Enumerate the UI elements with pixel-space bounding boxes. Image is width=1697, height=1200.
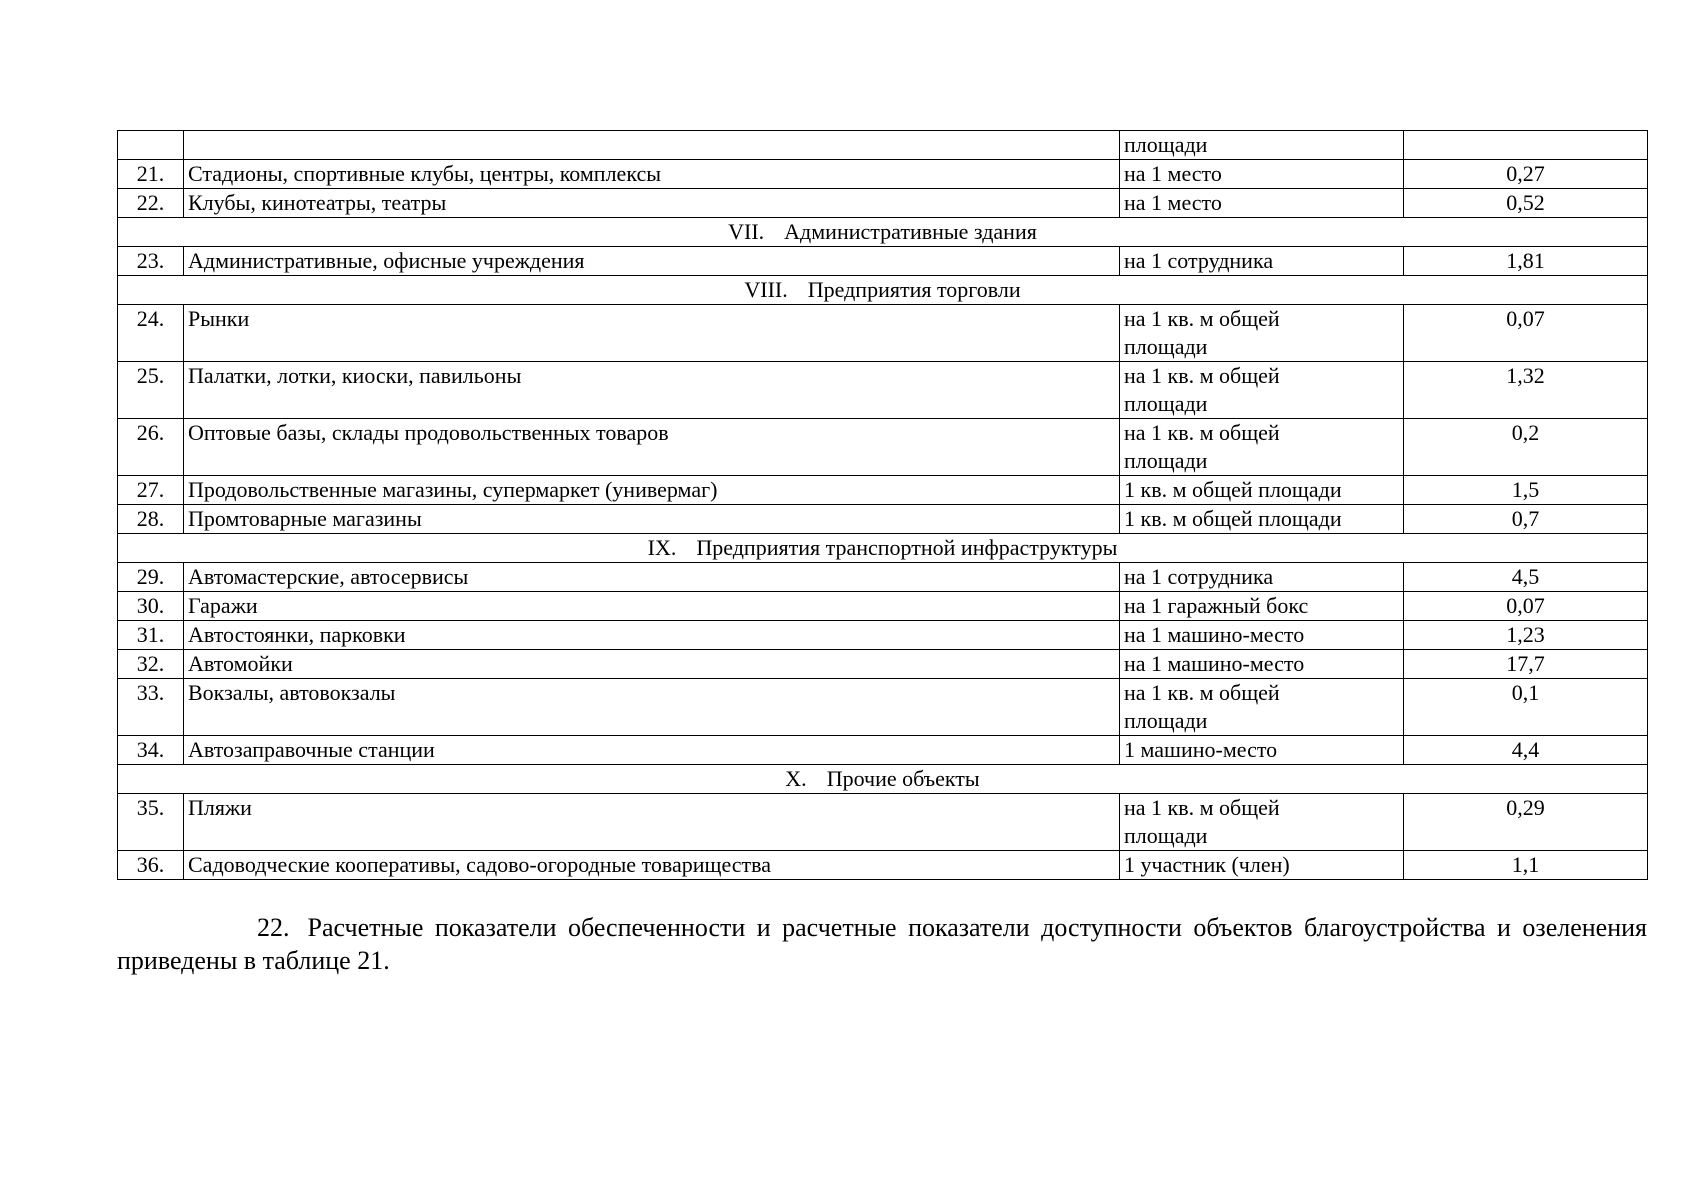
norms-table-body [118, 131, 1648, 880]
unit-line: площади [1124, 334, 1208, 359]
norms-table [117, 130, 1648, 880]
row-number: 25. [118, 362, 184, 419]
unit-line: площади [1124, 391, 1208, 416]
unit-cell [1120, 362, 1404, 419]
indicator-value: 0,07 [1404, 305, 1648, 362]
indicator-value: 0,27 [1404, 160, 1648, 189]
row-number: 22. [118, 189, 184, 218]
indicator-value: 1,23 [1404, 621, 1648, 650]
unit-line: на 1 кв. м общей [1124, 680, 1280, 705]
table-row [118, 160, 1648, 189]
table-row [118, 476, 1648, 505]
object-name: Рынки [184, 305, 1120, 362]
section-row [118, 534, 1648, 563]
table-row [118, 131, 1648, 160]
indicator-value: 0,52 [1404, 189, 1648, 218]
object-name: Оптовые базы, склады продовольственных товаров [184, 419, 1120, 476]
row-number: 27. [118, 476, 184, 505]
unit-line: площади [1124, 448, 1208, 473]
unit-cell [1120, 505, 1404, 534]
indicator-value: 0,07 [1404, 592, 1648, 621]
unit-cell [1120, 592, 1404, 621]
unit-cell [1120, 679, 1404, 736]
indicator-value: 1,5 [1404, 476, 1648, 505]
unit-line: 1 кв. м общей площади [1124, 477, 1342, 502]
unit-cell [1120, 794, 1404, 851]
section-heading [118, 765, 1648, 794]
row-number: 33. [118, 679, 184, 736]
object-name: Промтоварные магазины [184, 505, 1120, 534]
object-name: Автомастерские, автосервисы [184, 563, 1120, 592]
section-heading [118, 534, 1648, 563]
indicator-value: 0,7 [1404, 505, 1648, 534]
indicator-value: 0,29 [1404, 794, 1648, 851]
table-row [118, 592, 1648, 621]
section-row [118, 218, 1648, 247]
indicator-value: 1,81 [1404, 247, 1648, 276]
object-name: Автомойки [184, 650, 1120, 679]
row-number: 21. [118, 160, 184, 189]
object-name: Вокзалы, автовокзалы [184, 679, 1120, 736]
unit-line: 1 машино-место [1124, 737, 1278, 762]
section-number: VIII. [744, 277, 788, 302]
indicator-value: 4,4 [1404, 736, 1648, 765]
table-row [118, 419, 1648, 476]
section-title: Предприятия торговли [807, 277, 1021, 302]
unit-cell [1120, 131, 1404, 160]
unit-cell [1120, 736, 1404, 765]
object-name [184, 131, 1120, 160]
indicator-value: 0,2 [1404, 419, 1648, 476]
section-number: X. [785, 766, 807, 791]
indicator-value: 0,1 [1404, 679, 1648, 736]
row-number: 31. [118, 621, 184, 650]
unit-line: площади [1124, 708, 1208, 733]
body-paragraph [117, 911, 1647, 977]
table-row [118, 362, 1648, 419]
unit-line: на 1 место [1124, 190, 1222, 215]
section-heading [118, 276, 1648, 305]
section-number: IX. [647, 535, 677, 560]
object-name: Пляжи [184, 794, 1120, 851]
row-number: 30. [118, 592, 184, 621]
row-number: 28. [118, 505, 184, 534]
unit-line: на 1 машино-место [1124, 622, 1305, 647]
section-row [118, 765, 1648, 794]
row-number: 24. [118, 305, 184, 362]
object-name: Стадионы, спортивные клубы, центры, комплексы [184, 160, 1120, 189]
paragraph-number: 22. [257, 913, 290, 942]
unit-line: на 1 кв. м общей [1124, 795, 1280, 820]
object-name: Палатки, лотки, киоски, павильоны [184, 362, 1120, 419]
row-number: 35. [118, 794, 184, 851]
unit-line: на 1 кв. м общей [1124, 420, 1280, 445]
object-name: Автостоянки, парковки [184, 621, 1120, 650]
object-name: Продовольственные магазины, супермаркет (универмаг) [184, 476, 1120, 505]
table-row [118, 736, 1648, 765]
unit-line: на 1 машино-место [1124, 651, 1305, 676]
unit-line: на 1 кв. м общей [1124, 363, 1280, 388]
section-heading [118, 218, 1648, 247]
unit-cell [1120, 851, 1404, 880]
unit-cell [1120, 160, 1404, 189]
row-number [118, 131, 184, 160]
indicator-value: 1,32 [1404, 362, 1648, 419]
row-number: 36. [118, 851, 184, 880]
unit-cell [1120, 419, 1404, 476]
object-name: Автозаправочные станции [184, 736, 1120, 765]
table-row [118, 189, 1648, 218]
table-row [118, 794, 1648, 851]
unit-cell [1120, 621, 1404, 650]
table-row [118, 679, 1648, 736]
section-number: VII. [728, 219, 765, 244]
row-number: 34. [118, 736, 184, 765]
object-name: Садоводческие кооперативы, садово-огородные товарищества [184, 851, 1120, 880]
table-row [118, 563, 1648, 592]
indicator-value: 1,1 [1404, 851, 1648, 880]
table-row [118, 621, 1648, 650]
section-row [118, 276, 1648, 305]
unit-cell [1120, 650, 1404, 679]
object-name: Клубы, кинотеатры, театры [184, 189, 1120, 218]
unit-cell [1120, 305, 1404, 362]
indicator-value [1404, 131, 1648, 160]
object-name: Гаражи [184, 592, 1120, 621]
unit-line: площади [1124, 132, 1208, 157]
table-row [118, 650, 1648, 679]
indicator-value: 17,7 [1404, 650, 1648, 679]
section-title: Предприятия транспортной инфраструктуры [696, 535, 1118, 560]
unit-line: 1 кв. м общей площади [1124, 506, 1342, 531]
unit-cell [1120, 563, 1404, 592]
table-row [118, 247, 1648, 276]
indicator-value: 4,5 [1404, 563, 1648, 592]
unit-line: на 1 сотрудника [1124, 248, 1274, 273]
row-number: 26. [118, 419, 184, 476]
section-title: Административные здания [784, 219, 1037, 244]
table-row [118, 305, 1648, 362]
unit-line: 1 участник (член) [1124, 852, 1290, 877]
unit-line: на 1 кв. м общей [1124, 306, 1280, 331]
unit-line: площади [1124, 823, 1208, 848]
unit-line: на 1 сотрудника [1124, 564, 1274, 589]
table-row [118, 851, 1648, 880]
row-number: 23. [118, 247, 184, 276]
object-name: Административные, офисные учреждения [184, 247, 1120, 276]
row-number: 29. [118, 563, 184, 592]
paragraph-text: Расчетные показатели обеспеченности и расчетные показатели доступности объектов благоустройства и озеленения приведены в таблице 21. [117, 913, 1647, 975]
row-number: 32. [118, 650, 184, 679]
unit-cell [1120, 476, 1404, 505]
unit-line: на 1 место [1124, 161, 1222, 186]
unit-line: на 1 гаражный бокс [1124, 593, 1309, 618]
unit-cell [1120, 189, 1404, 218]
section-title: Прочие объекты [826, 766, 980, 791]
table-row [118, 505, 1648, 534]
unit-cell [1120, 247, 1404, 276]
